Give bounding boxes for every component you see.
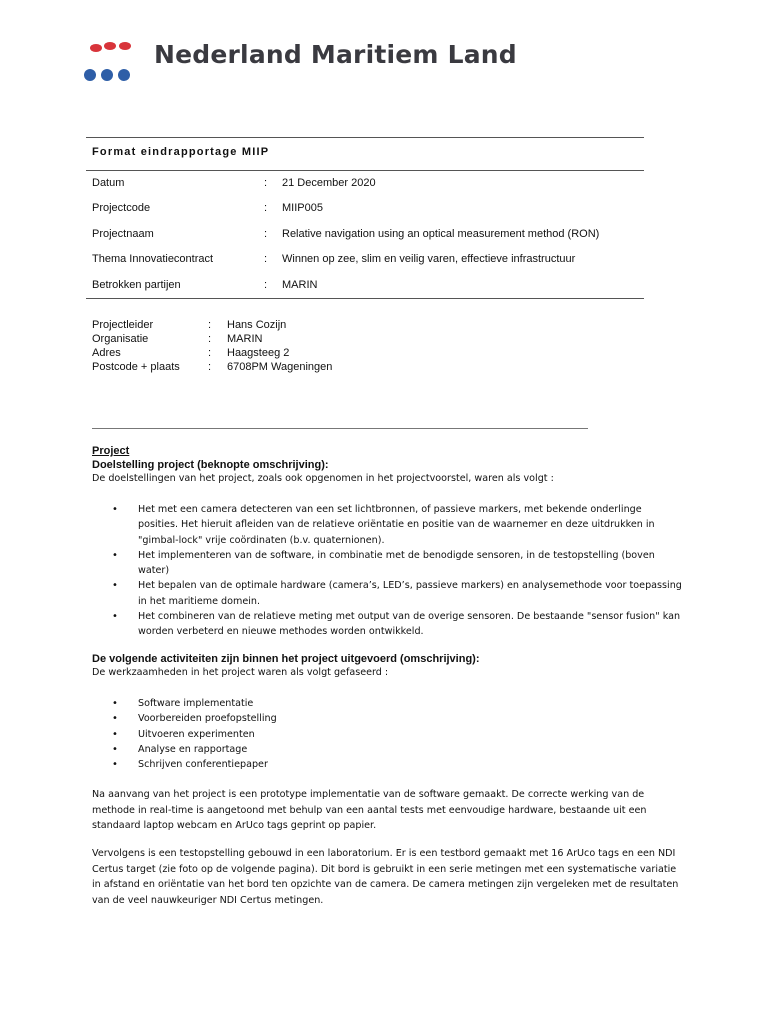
form-value: MIIP005 — [282, 202, 323, 214]
form-separator: : — [264, 279, 268, 291]
bullet-icon: • — [112, 698, 118, 709]
list-item — [92, 711, 682, 726]
contact-separator: : — [208, 361, 212, 373]
goal-text: Het combineren van de relatieve meting met output van de overige sensoren. De bestaande "sensor fusion" kan worden verbeterd en nieuwe methodes worden ontwikkeld. — [138, 611, 681, 638]
goal-text: Het met een camera detecteren van een set lichtbronnen, of passieve markers, met bekende onderlinge posities. Het hieruit afleiden van de relatieve oriëntatie en positie van de waarnemer en deze uitdrukken in "gimbal-lock" vrije coördinaten (b.v. quaternionen). — [138, 504, 655, 546]
contact-separator: : — [208, 347, 212, 359]
list-item — [92, 609, 682, 640]
list-item — [92, 548, 682, 579]
goal-text: Het implementeren van de software, in combinatie met de benodigde sensoren, in de testopstelling (boven water) — [138, 549, 655, 577]
paragraph-1: Na aanvang van het project is een prototype implementatie van de software gemaakt. De correcte werking van de methode in real-time is aangetoond met behulp van een aantal tests met eenvoudige hardware, bestaande uit een standaard laptop webcam en ArUco tags geprint op papier. — [92, 789, 647, 831]
bullet-icon: • — [112, 728, 118, 740]
form-bottom-divider — [86, 298, 644, 299]
contact-value: Haagsteeg 2 — [227, 347, 290, 359]
list-item — [92, 757, 682, 772]
form-label: Thema Innovatiecontract — [92, 253, 214, 265]
form-separator: : — [264, 253, 268, 265]
form-value: Relative navigation using an optical measurement method (RON) — [282, 228, 600, 240]
contact-value: 6708PM Wageningen — [227, 361, 333, 373]
goal-heading: Doelstelling project (beknopte omschrijving): — [92, 459, 329, 471]
list-item — [92, 727, 682, 742]
form-label: Projectcode — [92, 202, 151, 214]
list-item — [92, 578, 682, 609]
form-value: MARIN — [282, 279, 318, 291]
logo-dots-icon — [84, 40, 134, 84]
bullet-icon: • — [112, 759, 118, 771]
contact-value: Hans Cozijn — [227, 319, 287, 331]
form-label: Betrokken partijen — [92, 279, 181, 291]
form-value: Winnen op zee, slim en veilig varen, effectieve infrastructuur — [282, 253, 576, 265]
brand-logo — [84, 40, 517, 84]
form-separator: : — [264, 228, 268, 240]
goals-list — [92, 502, 682, 640]
contact-separator: : — [208, 319, 212, 331]
form-label: Datum — [92, 177, 125, 189]
bullet-icon: • — [112, 743, 118, 755]
activity-text: Analyse en rapportage — [138, 743, 248, 755]
form-value: 21 December 2020 — [282, 177, 376, 189]
contact-value: MARIN — [227, 333, 263, 345]
activity-text: Schrijven conferentiepaper — [138, 759, 268, 771]
goal-intro: De doelstellingen van het project, zoals ook opgenomen in het projectvoorstel, waren als volgt : — [92, 473, 554, 484]
brand-name: Nederland Maritiem Land — [154, 40, 517, 69]
project-heading: Project — [92, 445, 130, 457]
activities-intro: De werkzaamheden in het project waren als volgt gefaseerd : — [92, 667, 389, 678]
list-item — [92, 696, 682, 711]
bullet-icon: • — [112, 713, 118, 725]
activities-heading: De volgende activiteiten zijn binnen het project uitgevoerd (omschrijving): — [92, 653, 480, 665]
contact-label: Adres — [92, 347, 121, 359]
activity-text: Software implementatie — [138, 698, 254, 709]
contact-label: Postcode + plaats — [92, 361, 180, 373]
activity-text: Uitvoeren experimenten — [138, 728, 255, 740]
list-item — [92, 742, 682, 757]
bullet-icon: • — [112, 580, 118, 592]
contact-label: Organisatie — [92, 333, 149, 345]
bullet-icon: • — [112, 549, 118, 561]
activities-list — [92, 696, 682, 772]
goal-text: Het bepalen van de optimale hardware (camera’s, LED’s, passieve markers) en analysemethode voor toepassing in het maritieme domein. — [138, 580, 682, 607]
contact-separator: : — [208, 333, 212, 345]
form-title: Format eindrapportage MIIP — [92, 146, 270, 158]
bullet-icon: • — [112, 611, 118, 623]
contact-label: Projectleider — [92, 319, 154, 331]
form-separator: : — [264, 177, 268, 189]
bullet-icon: • — [112, 504, 118, 515]
list-item — [92, 502, 682, 548]
form-label: Projectnaam — [92, 228, 154, 240]
section-divider — [92, 428, 588, 429]
activity-text: Voorbereiden proefopstelling — [138, 713, 277, 725]
title-divider — [86, 170, 644, 171]
paragraph-2: Vervolgens is een testopstelling gebouwd in een laboratorium. Er is een testbord gemaakt met 16 ArUco tags en een NDI Certus target (zie foto op de volgende pagina). Dit bord is gebruikt in een serie metingen met een systematische variatie in afstand en oriëntatie van het bord ten opzichte van de camera. De camera metingen zijn vergeleken met de resultaten van de veel nauwkeuriger NDI Certus metingen. — [92, 848, 679, 906]
top-divider — [86, 137, 644, 138]
form-separator: : — [264, 202, 268, 214]
project-headings — [92, 444, 682, 486]
activities-headings — [92, 652, 682, 680]
